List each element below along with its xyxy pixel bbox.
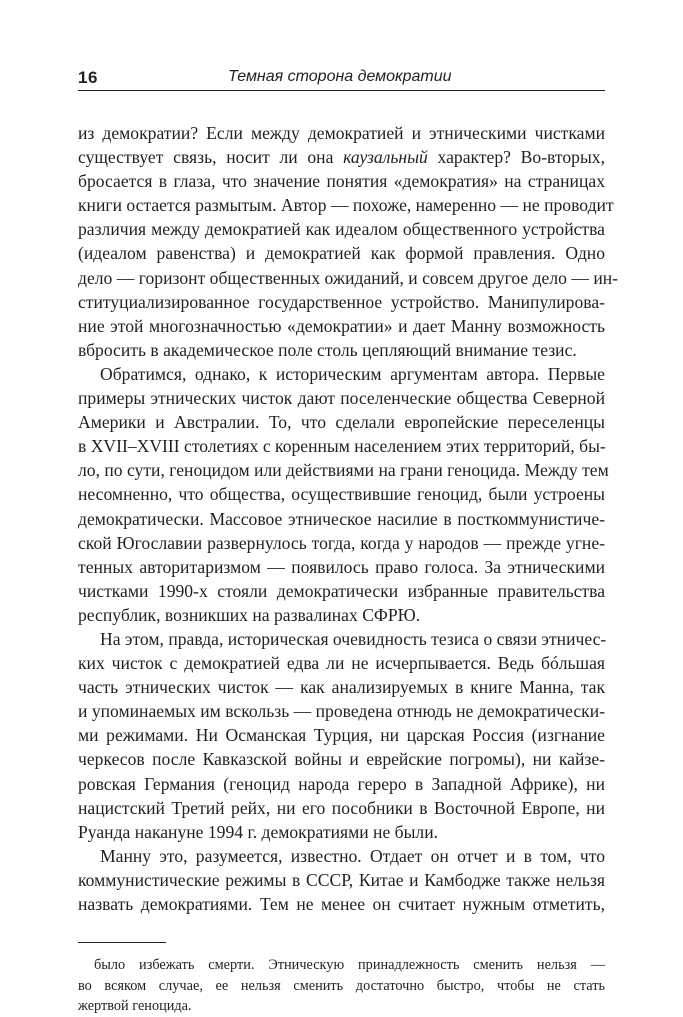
- text-line: Обратимся, однако, к историческим аргументам автора. Первые: [100, 363, 605, 384]
- body-text: [78, 121, 619, 916]
- footnote-divider: [78, 942, 166, 943]
- text-line: республик, возникших на развалинах СФРЮ.: [78, 604, 421, 625]
- text-line: из демократии? Если между демократией и этническими чистками: [78, 123, 605, 143]
- emphasis: каузальный: [343, 147, 428, 168]
- text-line: ких чисток с демократией едва ли не исчерпывается. Ведь бóльшая: [78, 653, 605, 674]
- text-line: примеры этнических чисток дают поселенческие общества Северной: [78, 388, 605, 409]
- text-line: вбросить в академическое поле столь цепляющий внимание тезис.: [78, 339, 577, 360]
- footnote-line: было избежать смерти. Этническую принадлежность сменить нельзя —: [94, 957, 605, 974]
- text-line: ровская Германия (геноцид народа гереро в Западной Африке), ни: [78, 773, 605, 794]
- text-line: Руанда накануне 1994 г. демократиями не были.: [78, 821, 439, 842]
- text-line: (идеалом равенства) и демократией как формой правления. Одно: [78, 243, 605, 264]
- text-line: ло, по сути, геноцидом или действиями на грани геноцида. Между тем: [78, 460, 609, 481]
- text-line: и упоминаемых им вскользь — проведена отнюдь не демократически-: [78, 701, 605, 722]
- text-line: ституциализированное государственное устройство. Манипулирова-: [78, 291, 605, 312]
- text-line: назвать демократиями. Тем не менее он считает нужным отметить,: [78, 894, 605, 914]
- text-line: ми режимами. Ни Османская Турция, ни царская Россия (изгнание: [78, 725, 605, 746]
- text-line: демократически. Массовое этническое насилие в посткоммунистиче-: [78, 508, 605, 529]
- text-line: различия между демократией как идеалом общественного устройства: [78, 219, 605, 240]
- text-line: На этом, правда, историческая очевидность тезиса о связи этничес-: [100, 628, 607, 649]
- text-line: часть этнических чисток — как анализируемых в книге Манна, так: [78, 677, 605, 698]
- text-line: существует связь, носит ли она каузальный характер? Во-вторых,: [78, 147, 605, 168]
- text-line: дело — горизонт общественных ожиданий, и совсем другое дело — ин-: [78, 267, 619, 288]
- text-line: тенных авторитаризмом — появилось право голоса. За этническими: [78, 556, 605, 577]
- footnote-line: жертвой геноцида.: [78, 998, 192, 1015]
- text-line: коммунистические режимы в СССР, Китае и Камбодже также нельзя: [78, 869, 605, 890]
- text-line: бросается в глаза, что значение понятия «демократия» на страницах: [78, 171, 605, 192]
- text-line: ской Югославии развернулось тогда, когда у народов — прежде угне-: [78, 532, 605, 553]
- text-line: Манну это, разумеется, известно. Отдает он отчет и в том, что: [100, 845, 605, 866]
- text-line: чистками 1990-х стояли демократически избранные правительства: [78, 580, 605, 601]
- page-number: 16: [78, 68, 98, 87]
- footnote-line: во всяком случае, ее нельзя сменить достаточно быстро, чтобы не стать: [78, 977, 605, 994]
- running-head: [78, 64, 605, 91]
- text-line: нацистский Третий рейх, ни его пособники в Восточной Европе, ни: [78, 797, 605, 818]
- text-line: ние этой многозначностью «демократии» и дает Манну возможность: [78, 315, 605, 336]
- running-title: Темная сторона демократии: [228, 68, 452, 85]
- text-line: Америки и Австралии. То, что сделали европейские переселенцы: [78, 412, 605, 433]
- text-line: книги остается размытым. Автор — похоже, намеренно — не проводит: [78, 195, 614, 216]
- text-line: в XVII–XVIII столетиях с коренным населением этих территорий, бы-: [78, 436, 606, 457]
- book-page: [78, 64, 619, 1017]
- text-line: несомненно, что общества, осуществившие геноцид, были устроены: [78, 484, 605, 505]
- footnote: [78, 955, 605, 1017]
- text-line: черкесов после Кавказской войны и еврейские погромы), ни кайзе-: [78, 749, 605, 770]
